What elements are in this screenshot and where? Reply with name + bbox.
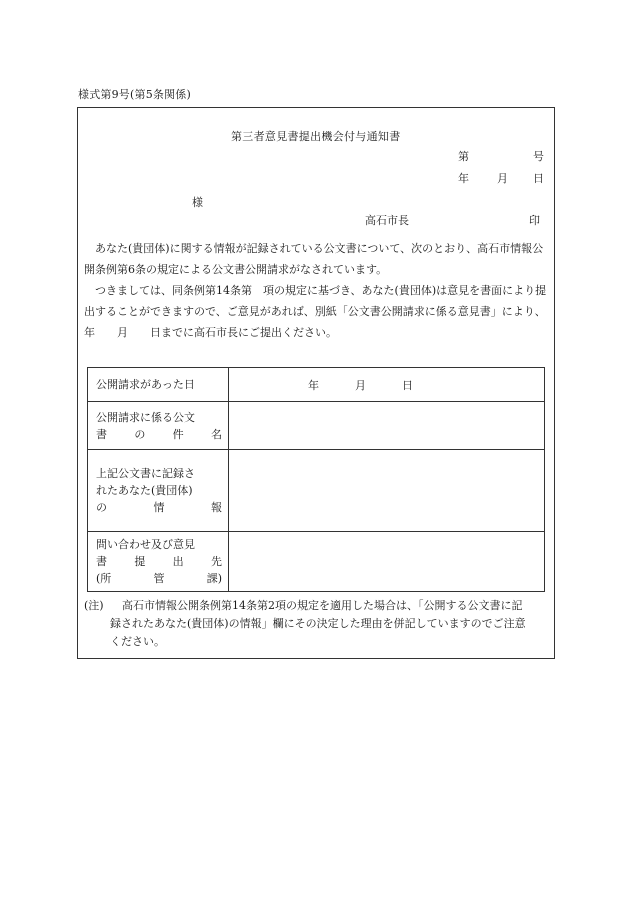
sender-name: 高石市長 bbox=[365, 214, 409, 227]
recorded-info-label-line-2 bbox=[96, 482, 222, 499]
document-subject-label-line-2 bbox=[96, 426, 222, 443]
label-char: の bbox=[96, 501, 107, 514]
notice-paragraph-1 bbox=[84, 238, 550, 280]
document-subject-label-line-1 bbox=[96, 409, 222, 426]
notice-paragraph-2-text: つきましては、同条例第14条第 項の規定に基づき、あなた(貴団体)は意見を書面により提出することができますので、ご意見があれば、別紙「公文書公開請求に係る意見書」により、 年 月 日までに高石市長にご提出ください。 bbox=[84, 284, 563, 339]
contact-label bbox=[88, 532, 229, 592]
label-char: 提 bbox=[134, 555, 146, 568]
doc-number-prefix: 第 bbox=[458, 150, 469, 163]
label-char: の bbox=[134, 427, 146, 441]
footnote-line-1: 高石市情報公開条例第14条第2項の規定を適用した場合は、「公開する公文書に記 bbox=[122, 599, 523, 612]
table-row bbox=[88, 402, 545, 450]
doc-number-suffix: 号 bbox=[533, 150, 544, 163]
notice-paragraph-2 bbox=[84, 280, 563, 343]
label-char: 書 bbox=[96, 555, 107, 568]
label-text: 公開請求に係る公文 bbox=[96, 410, 195, 424]
request-date-label-text: 公開請求があった日 bbox=[96, 378, 195, 391]
contact-value bbox=[229, 532, 545, 592]
notice-paragraph-1-text: あなた(貴団体)に関する情報が記録されている公文書について、次のとおり、高石市情報公開条例第6条の規定による公文書公開請求がなされています。 bbox=[84, 242, 544, 276]
form-number-label: 様式第9号(第5条関係) bbox=[78, 88, 191, 101]
label-char: 情 bbox=[153, 501, 165, 514]
seal-mark: 印 bbox=[529, 214, 540, 227]
document-subject-value bbox=[229, 402, 545, 450]
table-row bbox=[88, 368, 545, 402]
request-info-table bbox=[87, 367, 545, 592]
label-char: 課) bbox=[206, 572, 222, 585]
document-subject-label bbox=[88, 402, 229, 450]
contact-label-line-1 bbox=[96, 536, 222, 553]
footnote-line-3: ください。 bbox=[110, 635, 165, 648]
issue-date-month: 月 bbox=[497, 172, 508, 185]
contact-label-line-2 bbox=[96, 553, 222, 570]
label-char: 報 bbox=[211, 501, 222, 514]
label-text: れたあなた(貴団体) bbox=[96, 484, 193, 497]
label-char: 名 bbox=[210, 427, 222, 441]
label-char: 書 bbox=[96, 427, 107, 441]
label-text: 上記公文書に記録さ bbox=[96, 467, 195, 480]
request-date-month: 月 bbox=[355, 378, 366, 392]
request-date-label bbox=[88, 368, 229, 402]
contact-label-line-3 bbox=[96, 570, 222, 587]
document-title: 第三者意見書提出機会付与通知書 bbox=[231, 130, 401, 143]
footnote bbox=[84, 597, 552, 651]
request-date-day: 日 bbox=[402, 378, 413, 392]
label-char: 管 bbox=[153, 572, 165, 585]
label-char: 出 bbox=[172, 555, 184, 568]
request-date-value bbox=[229, 368, 545, 402]
footnote-mark: (注) bbox=[84, 599, 104, 612]
table-row bbox=[88, 450, 545, 532]
recorded-info-label bbox=[88, 450, 229, 532]
label-char: (所 bbox=[96, 572, 112, 585]
table-row bbox=[88, 532, 545, 592]
label-char: 件 bbox=[172, 427, 184, 441]
recorded-info-label-line-3 bbox=[96, 499, 222, 516]
addressee-suffix: 様 bbox=[192, 196, 203, 209]
notice-frame bbox=[77, 107, 563, 659]
recorded-info-value bbox=[229, 450, 545, 532]
label-char: 先 bbox=[210, 555, 222, 568]
footnote-line-2: 録されたあなた(貴団体)の情報」欄にその決定した理由を併記していますのでご注意 bbox=[110, 617, 526, 630]
label-text: 問い合わせ及び意見 bbox=[96, 538, 195, 551]
request-date-year: 年 bbox=[308, 378, 319, 392]
recorded-info-label-line-1 bbox=[96, 465, 222, 482]
issue-date-year: 年 bbox=[458, 172, 469, 185]
issue-date-day: 日 bbox=[533, 172, 544, 185]
